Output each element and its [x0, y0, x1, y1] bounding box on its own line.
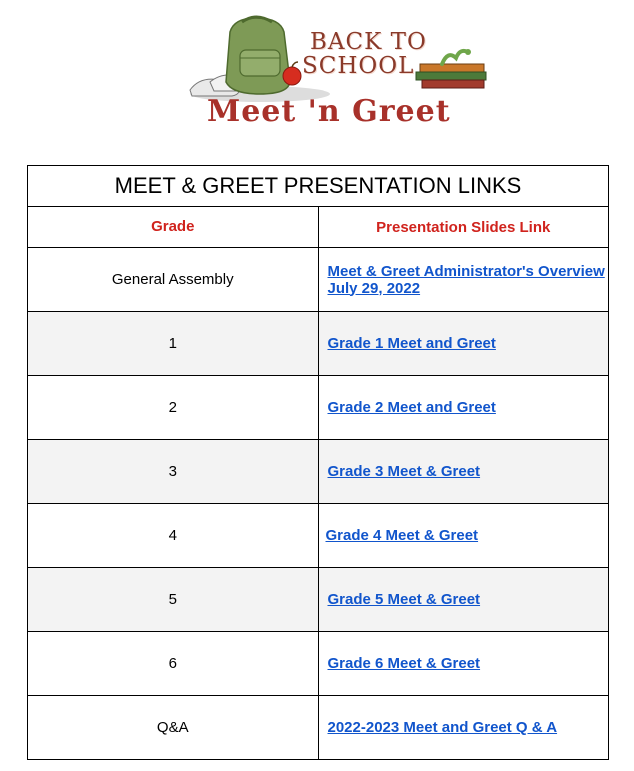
table-title: MEET & GREET PRESENTATION LINKS [28, 166, 609, 207]
table-row [28, 440, 609, 504]
link-cell [318, 632, 609, 696]
banner-line-2: SCHOOL [302, 53, 415, 79]
link-column-header: Presentation Slides Link [318, 207, 609, 248]
grade-cell: General Assembly [28, 248, 319, 312]
grade-4-link[interactable]: Grade 4 Meet & Greet [325, 527, 479, 544]
grade-cell: 2 [28, 376, 319, 440]
presentation-links-table [27, 165, 609, 760]
table-row [28, 568, 609, 632]
grade-1-link[interactable]: Grade 1 Meet and Greet [327, 335, 496, 352]
grade-cell: 3 [28, 440, 319, 504]
banner-subtitle: Meet 'n Greet [207, 94, 451, 129]
banner-line-1: BACK TO [310, 29, 427, 55]
grade-cell: 4 [28, 504, 319, 568]
banner-heading [302, 30, 482, 78]
grade-cell: Q&A [28, 696, 319, 760]
grade-cell: 5 [28, 568, 319, 632]
grade-3-link[interactable]: Grade 3 Meet & Greet [327, 463, 481, 480]
link-cell [318, 312, 609, 376]
link-cell [318, 376, 609, 440]
link-cell [318, 504, 609, 568]
grade-5-link[interactable]: Grade 5 Meet & Greet [327, 591, 481, 608]
table-row [28, 312, 609, 376]
qa-link[interactable]: 2022-2023 Meet and Greet Q & A [327, 719, 558, 736]
link-cell [318, 248, 609, 312]
table-row [28, 696, 609, 760]
general-assembly-link[interactable]: Meet & Greet Administrator's Overview July 29, 2022 [327, 262, 605, 297]
table-row [28, 632, 609, 696]
link-cell [318, 696, 609, 760]
grade-cell: 6 [28, 632, 319, 696]
table-row [28, 248, 609, 312]
grade-cell: 1 [28, 312, 319, 376]
table-row [28, 376, 609, 440]
grade-column-header: Grade [28, 207, 319, 248]
grade-6-link[interactable]: Grade 6 Meet & Greet [327, 655, 481, 672]
grade-2-link[interactable]: Grade 2 Meet and Greet [327, 399, 496, 416]
link-cell [318, 440, 609, 504]
link-cell [318, 568, 609, 632]
table-row [28, 504, 609, 568]
